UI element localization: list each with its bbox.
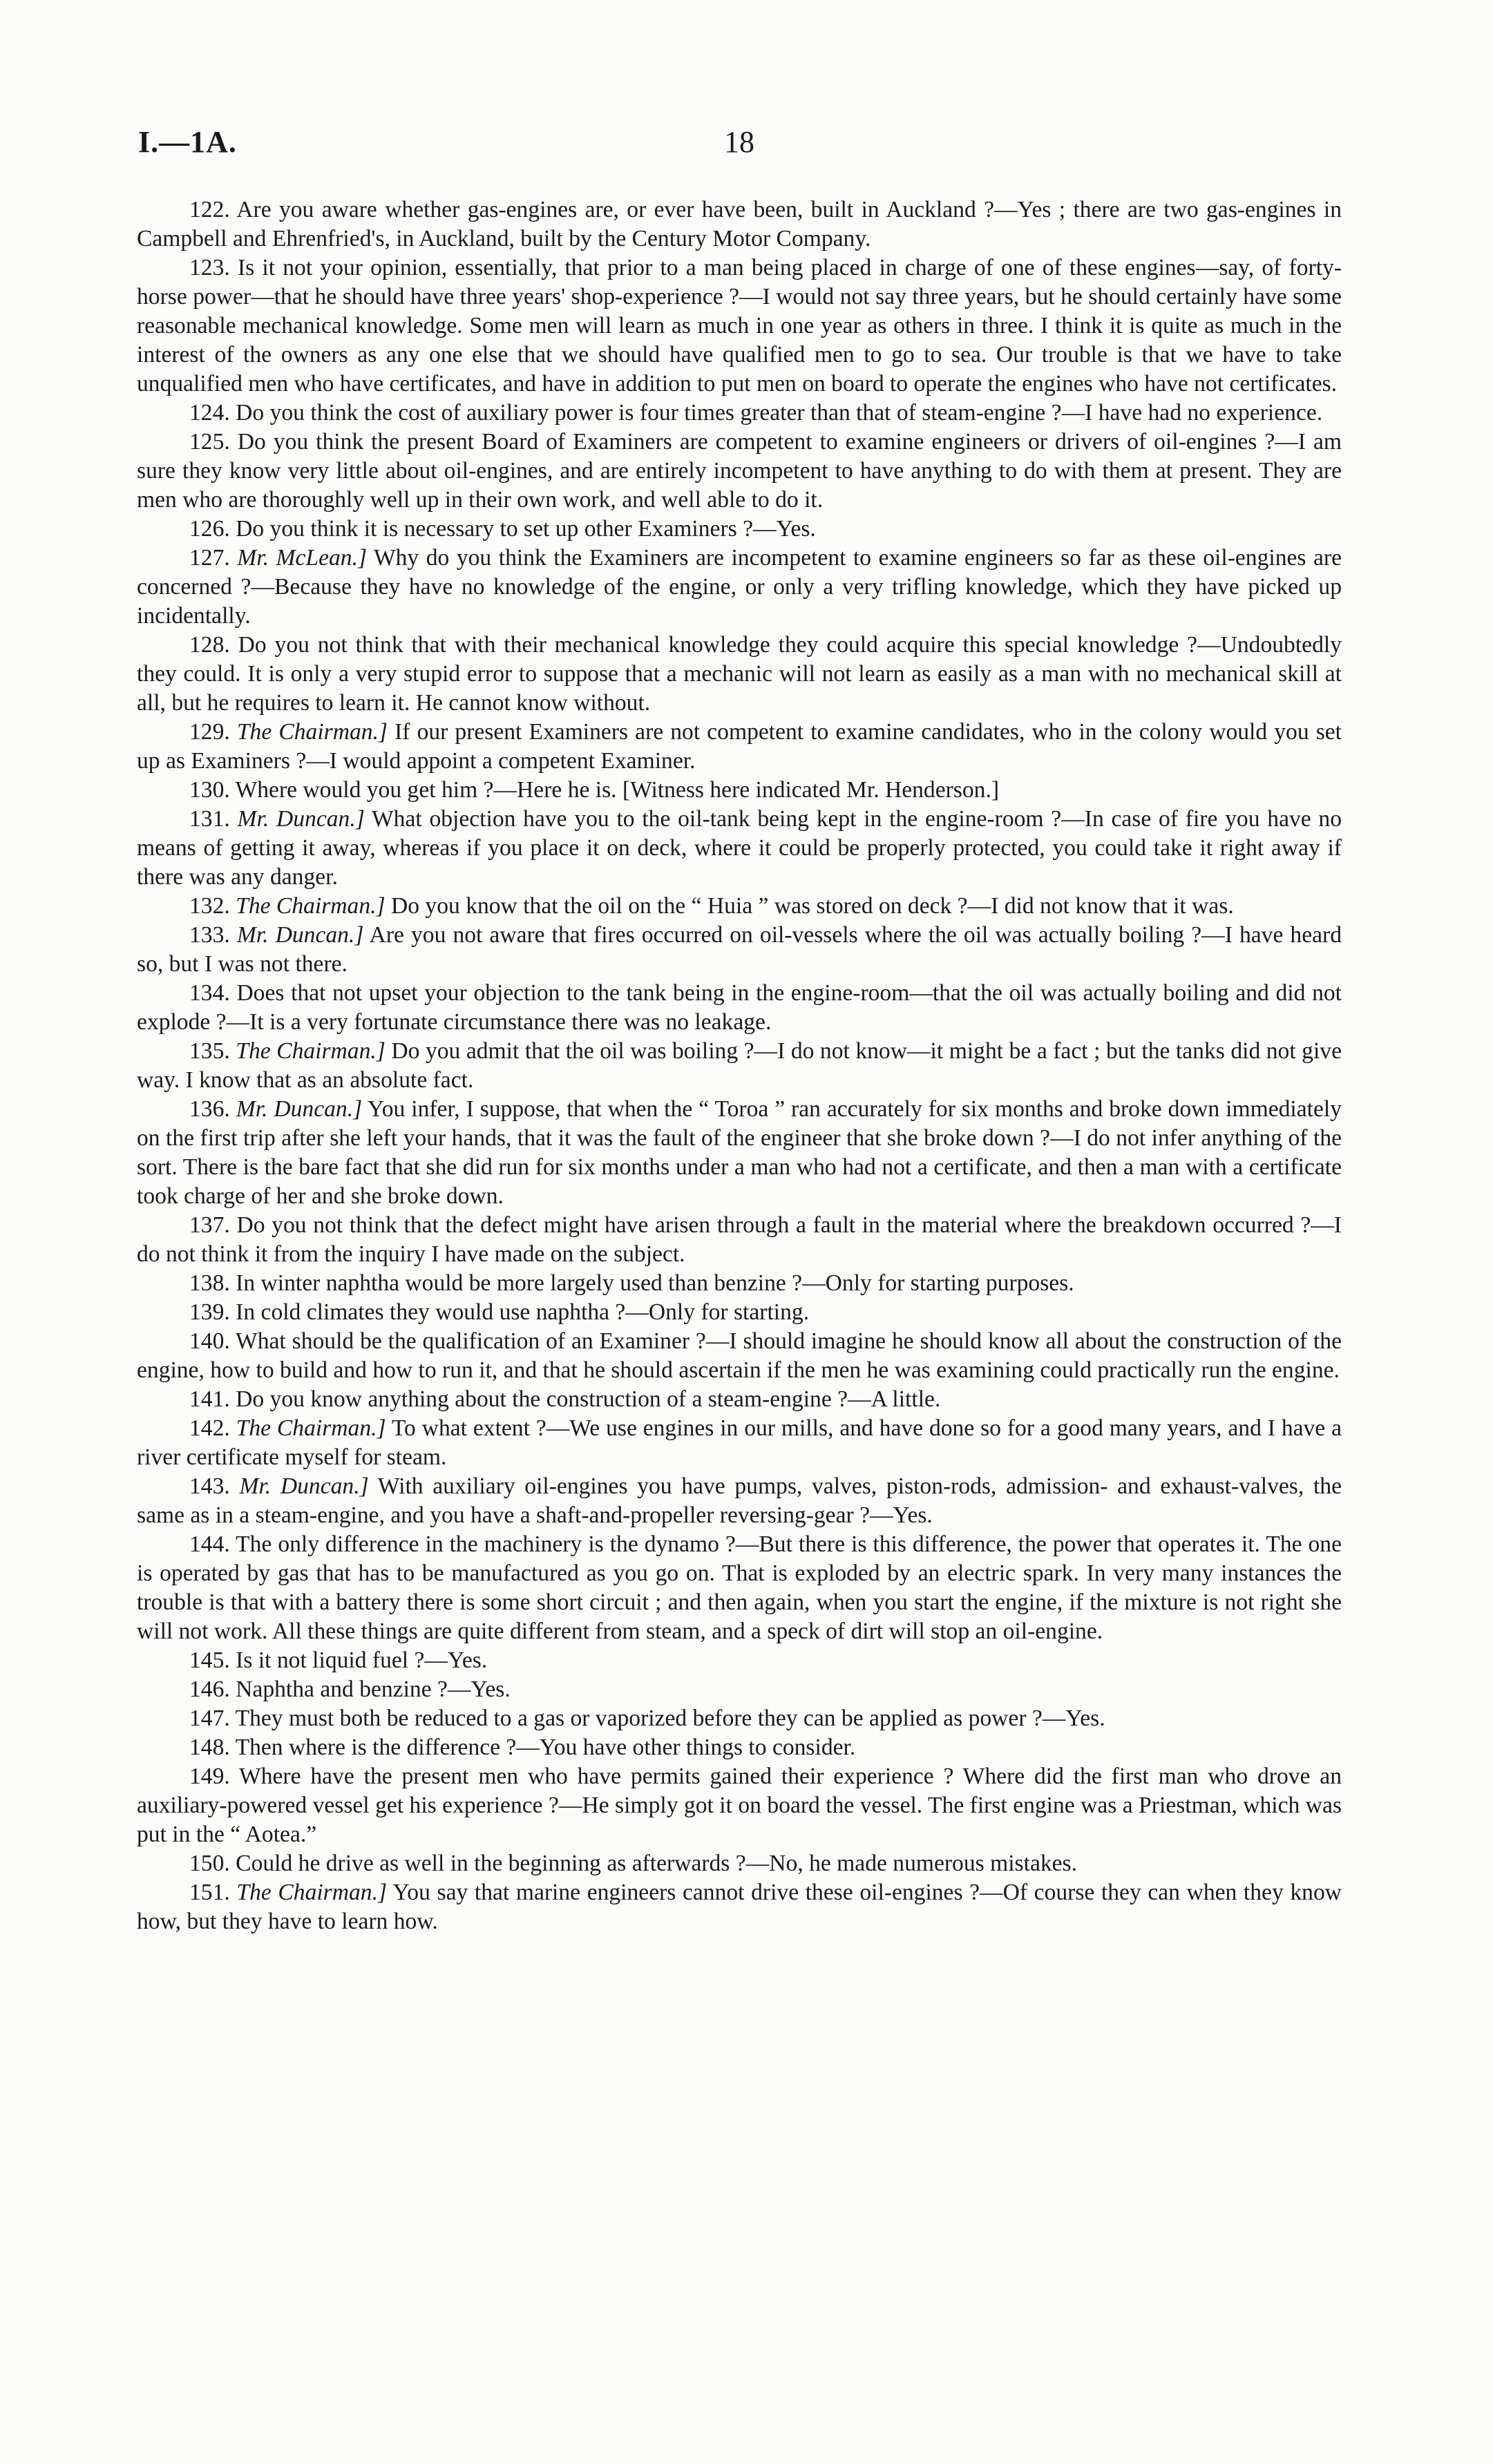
- speaker-label: The Chairman.]: [236, 1038, 386, 1064]
- question-number: 151.: [189, 1880, 230, 1905]
- question-answer-text: You say that marine engineers cannot drive these oil-engines ?—Of course they can when they know how, but they have to learn how.: [137, 1880, 1342, 1934]
- question-paragraph: [137, 1327, 1342, 1385]
- question-answer-text: Do you know that the oil on the “ Huia ” was stored on deck ?—I did not know that it was.: [391, 893, 1234, 919]
- question-number: 129.: [189, 719, 230, 745]
- question-number: 141.: [189, 1386, 230, 1412]
- question-number: 140.: [189, 1328, 230, 1354]
- question-paragraph: [137, 1762, 1342, 1849]
- speaker-label: Mr. McLean.]: [237, 545, 368, 571]
- speaker-label: The Chairman.]: [236, 1415, 386, 1441]
- question-number: 147.: [189, 1706, 230, 1731]
- question-paragraph: [137, 544, 1342, 631]
- question-answer-text: What objection have you to the oil-tank being kept in the engine-room ?—In case of fire you have no means of getting it away, whereas if you place it on deck, where it could be properly protected, you could take it right away if there was any danger.: [137, 806, 1342, 890]
- question-number: 134.: [189, 980, 230, 1006]
- speaker-label: The Chairman.]: [236, 719, 388, 745]
- speaker-label: Mr. Duncan.]: [237, 806, 365, 832]
- question-paragraph: [137, 1530, 1342, 1646]
- question-answer-text: Where would you get him ?—Here he is. [Witness here indicated Mr. Henderson.]: [235, 777, 1000, 803]
- document-reference: I.—1A.: [138, 125, 237, 159]
- question-answer-text: You infer, I suppose, that when the “ Toroa ” ran accurately for six months and broke down immediately on the first trip after she left your hands, that it was the fault of the engineer that she broke down ?—I do not infer anything of the sort. There is the bare fact that she did run for six months under a man who had not a certificate, and then a man with a certificate took charge of her and she broke down.: [137, 1096, 1342, 1209]
- question-answer-text: What should be the qualification of an Examiner ?—I should imagine he should know all about the construction of the engine, how to build and how to run it, and that he should ascertain if the men he was examining could practically run the engine.: [137, 1328, 1342, 1383]
- question-number: 125.: [189, 429, 230, 455]
- page-number: 18: [724, 125, 754, 159]
- question-number: 139.: [189, 1299, 230, 1325]
- question-answer-text: They must both be reduced to a gas or vaporized before they can be applied as power ?—Yes.: [235, 1706, 1105, 1731]
- question-number: 136.: [189, 1096, 230, 1122]
- question-paragraph: [137, 1646, 1342, 1675]
- question-paragraph: [137, 979, 1342, 1037]
- question-number: 143.: [189, 1473, 230, 1499]
- question-answer-text: Do you not think that with their mechanical knowledge they could acquire this special knowledge ?—Undoubtedly they could. It is only a very stupid error to suppose that a mechanic will not learn as easily as a man with no mechanical skill at all, but he requires to learn it. He cannot know without.: [137, 632, 1342, 716]
- speaker-label: Mr. Duncan.]: [236, 922, 364, 948]
- question-paragraph: [137, 892, 1342, 921]
- question-answer-text: Do you think it is necessary to set up other Examiners ?—Yes.: [236, 516, 816, 542]
- page-header: [138, 124, 1340, 173]
- question-number: 144.: [189, 1531, 230, 1557]
- question-number: 123.: [189, 255, 230, 280]
- question-answer-text: Why do you think the Examiners are incompetent to examine engineers so far as these oil-engines are concerned ?—Because they have no knowledge of the engine, or only a very trifling knowledge, which they have picked up incidentally.: [137, 545, 1342, 629]
- question-paragraph: [137, 631, 1342, 718]
- question-paragraph: [137, 1704, 1342, 1733]
- question-number: 149.: [189, 1764, 230, 1789]
- question-answer-text: Are you not aware that fires occurred on oil-vessels where the oil was actually boiling ?—I have heard so, but I was not there.: [137, 922, 1342, 977]
- question-number: 132.: [189, 893, 230, 919]
- question-number: 135.: [189, 1038, 230, 1064]
- question-number: 124.: [189, 400, 230, 426]
- question-paragraph: [137, 1472, 1342, 1530]
- question-answer-text: Do you know anything about the construction of a steam-engine ?—A little.: [236, 1386, 941, 1412]
- transcript-body: [137, 195, 1342, 1936]
- question-paragraph: [137, 399, 1342, 428]
- question-answer-text: The only difference in the machinery is the dynamo ?—But there is this difference, the power that operates it. The one is operated by gas that has to be manufactured as you go on. That is exploded by an electric spark. In very many instances the trouble is that with a battery there is some short circuit ; and then again, when you start the engine, if the mixture is not right she will not work. All these things are quite different from steam, and a speck of dirt will stop an oil-engine.: [137, 1531, 1342, 1644]
- speaker-label: The Chairman.]: [236, 893, 386, 919]
- question-answer-text: Are you aware whether gas-engines are, or ever have been, built in Auckland ?—Yes ; there are two gas-engines in Campbell and Ehrenfried's, in Auckland, built by the Century Motor Company.: [137, 197, 1342, 251]
- question-answer-text: In winter naphtha would be more largely used than benzine ?—Only for starting purposes.: [236, 1270, 1074, 1296]
- question-answer-text: Naphtha and benzine ?—Yes.: [236, 1677, 511, 1702]
- question-paragraph: [137, 1733, 1342, 1762]
- question-number: 133.: [189, 922, 230, 948]
- question-number: 126.: [189, 516, 230, 542]
- question-number: 122.: [189, 197, 230, 222]
- question-paragraph: [137, 1849, 1342, 1878]
- question-answer-text: If our present Examiners are not competent to examine candidates, who in the colony would you set up as Examiners ?—I would appoint a competent Examiner.: [137, 719, 1342, 774]
- question-number: 146.: [189, 1677, 230, 1702]
- question-paragraph: [137, 1269, 1342, 1298]
- question-number: 128.: [189, 632, 230, 658]
- question-answer-text: Do you not think that the defect might have arisen through a fault in the material where the breakdown occurred ?—I do not think it from the inquiry I have made on the subject.: [137, 1212, 1342, 1267]
- question-paragraph: [137, 1414, 1342, 1472]
- question-number: 150.: [189, 1851, 230, 1876]
- question-answer-text: Then where is the difference ?—You have other things to consider.: [235, 1735, 856, 1760]
- question-number: 131.: [189, 806, 230, 832]
- question-answer-text: Is it not liquid fuel ?—Yes.: [236, 1648, 488, 1673]
- question-number: 130.: [189, 777, 230, 803]
- question-answer-text: Do you admit that the oil was boiling ?—I do not know—it might be a fact ; but the tanks did not give way. I know that as an absolute fact.: [137, 1038, 1342, 1093]
- question-paragraph: [137, 1095, 1342, 1211]
- question-answer-text: Could he drive as well in the beginning as afterwards ?—No, he made numerous mistakes.: [236, 1851, 1078, 1876]
- speaker-label: Mr. Duncan.]: [239, 1473, 369, 1499]
- question-paragraph: [137, 1878, 1342, 1936]
- question-paragraph: [137, 515, 1342, 544]
- question-paragraph: [137, 718, 1342, 776]
- question-number: 137.: [189, 1212, 230, 1238]
- speaker-label: The Chairman.]: [236, 1880, 388, 1905]
- question-answer-text: Do you think the cost of auxiliary power is four times greater than that of steam-engine ?—I have had no experience.: [236, 400, 1323, 426]
- question-paragraph: [137, 195, 1342, 254]
- question-paragraph: [137, 428, 1342, 515]
- question-paragraph: [137, 1298, 1342, 1327]
- question-paragraph: [137, 1385, 1342, 1414]
- question-paragraph: [137, 805, 1342, 892]
- question-answer-text: In cold climates they would use naphtha ?—Only for starting.: [236, 1299, 810, 1325]
- question-answer-text: With auxiliary oil-engines you have pumps, valves, piston-rods, admission- and exhaust-valves, the same as in a steam-engine, and you have a shaft-and-propeller reversing-gear ?—Yes.: [137, 1473, 1342, 1528]
- question-answer-text: Do you think the present Board of Examiners are competent to examine engineers or drivers of oil-engines ?—I am sure they know very little about oil-engines, and are entirely incompetent to have anything to do with them at present. They are men who are thoroughly well up in their own work, and well able to do it.: [137, 429, 1342, 513]
- question-paragraph: [137, 1675, 1342, 1704]
- question-answer-text: To what extent ?—We use engines in our mills, and have done so for a good many years, and I have a river certificate myself for steam.: [137, 1415, 1342, 1470]
- question-number: 148.: [189, 1735, 230, 1760]
- question-answer-text: Is it not your opinion, essentially, that prior to a man being placed in charge of one of these engines—say, of forty-horse power—that he should have three years' shop-experience ?—I would not say three years, but he should certainly have some reasonable mechanical knowledge. Some men will learn as much in one year as others in three. I think it is quite as much in the interest of the owners as any one else that we should have qualified men to go to sea. Our trouble is that we have to take unqualified men who have certificates, and have in addition to put men on board to operate the engines who have not certificates.: [137, 255, 1342, 397]
- question-paragraph: [137, 1037, 1342, 1095]
- question-answer-text: Where have the present men who have permits gained their experience ? Where did the first man who drove an auxiliary-powered vessel get his experience ?—He simply got it on board the vessel. The first engine was a Priestman, which was put in the “ Aotea.”: [137, 1764, 1342, 1847]
- question-paragraph: [137, 1211, 1342, 1269]
- question-paragraph: [137, 254, 1342, 399]
- question-number: 127.: [189, 545, 230, 571]
- question-number: 142.: [189, 1415, 230, 1441]
- question-paragraph: [137, 921, 1342, 979]
- question-answer-text: Does that not upset your objection to the tank being in the engine-room—that the oil was actually boiling and did not explode ?—It is a very fortunate circumstance there was no leakage.: [137, 980, 1342, 1035]
- speaker-label: Mr. Duncan.]: [236, 1096, 363, 1122]
- question-number: 145.: [189, 1648, 230, 1673]
- question-number: 138.: [189, 1270, 230, 1296]
- question-paragraph: [137, 776, 1342, 805]
